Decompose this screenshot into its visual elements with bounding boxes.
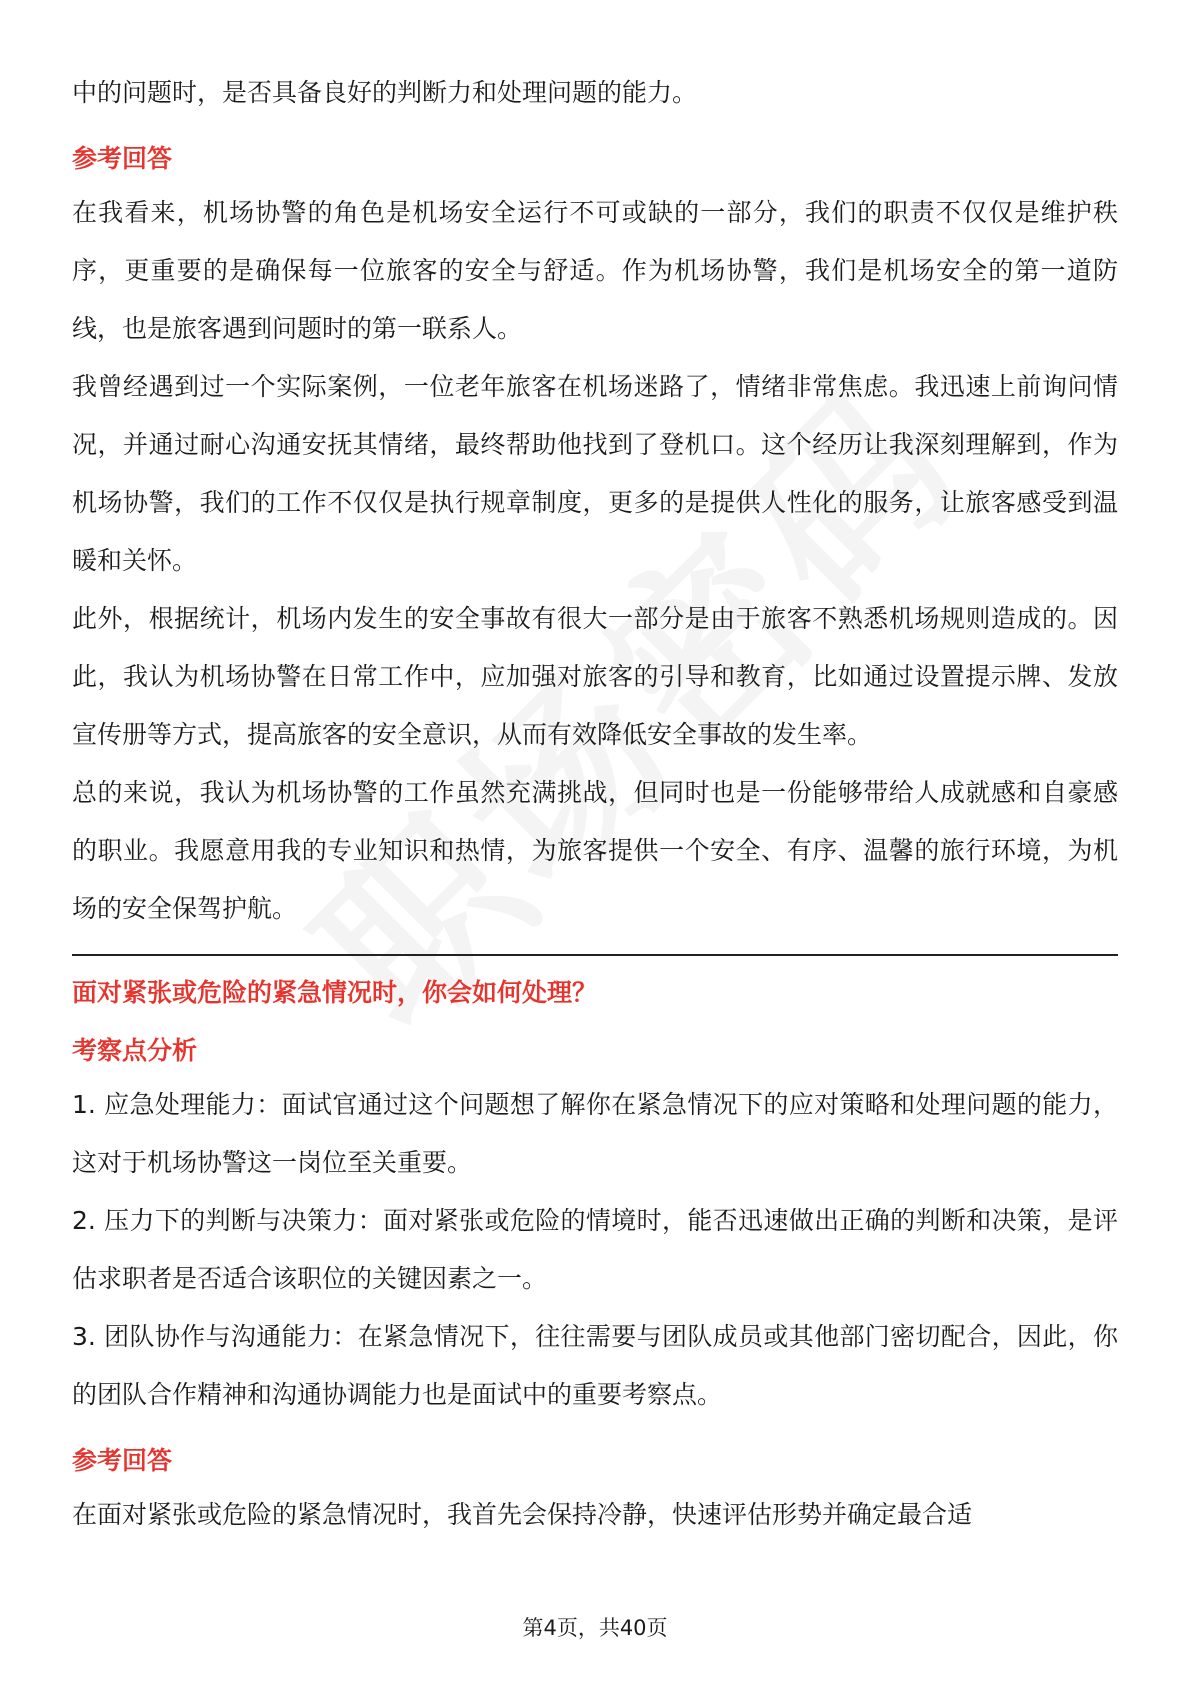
answer-paragraph-2: 我曾经遇到过一个实际案例，一位老年旅客在机场迷路了，情绪非常焦虑。我迅速上前询问情况，并通过耐心沟通安抚其情绪，最终帮助他找到了登机口。这个经历让我深刻理解到，作为机场协警，我们的工作不仅仅是执行规章制度，更多的是提供人性化的服务，让旅客感受到温暖和关怀。	[72, 372, 1118, 575]
answer-label: 参考回答	[72, 144, 173, 173]
page-content	[72, 64, 1118, 1544]
question-title: 面对紧张或危险的紧急情况时，你会如何处理？	[72, 978, 598, 1007]
answer-paragraph-4: 总的来说，我认为机场协警的工作虽然充满挑战，但同时也是一份能够带给人成就感和自豪感的职业。我愿意用我的专业知识和热情，为旅客提供一个安全、有序、温馨的旅行环境，为机场的安全保驾护航。	[72, 778, 1118, 923]
section-divider	[72, 954, 1118, 956]
analysis-label: 考察点分析	[72, 1036, 198, 1065]
page-number: 第4页，共40页	[522, 1616, 668, 1640]
analysis-point-2: 2. 压力下的判断与决策力：面对紧张或危险的情境时，能否迅速做出正确的判断和决策，是评估求职者是否适合该职位的关键因素之一。	[72, 1206, 1118, 1293]
analysis-point-1: 1. 应急处理能力：面试官通过这个问题想了解你在紧急情况下的应对策略和处理问题的能力，这对于机场协警这一岗位至关重要。	[72, 1090, 1118, 1177]
answer-paragraph-3: 此外，根据统计，机场内发生的安全事故有很大一部分是由于旅客不熟悉机场规则造成的。因此，我认为机场协警在日常工作中，应加强对旅客的引导和教育，比如通过设置提示牌、发放宣传册等方式，提高旅客的安全意识，从而有效降低安全事故的发生率。	[72, 604, 1118, 749]
answer-paragraph-1: 在我看来，机场协警的角色是机场安全运行不可或缺的一部分，我们的职责不仅仅是维护秩序，更重要的是确保每一位旅客的安全与舒适。作为机场协警，我们是机场安全的第一道防线，也是旅客遇到问题时的第一联系人。	[72, 198, 1118, 343]
answer-label-2: 参考回答	[72, 1446, 173, 1475]
intro-tail-text: 中的问题时，是否具备良好的判断力和处理问题的能力。	[72, 78, 698, 107]
answer-2-start: 在面对紧张或危险的紧急情况时，我首先会保持冷静，快速评估形势并确定最合适	[72, 1500, 973, 1529]
analysis-point-3: 3. 团队协作与沟通能力：在紧急情况下，往往需要与团队成员或其他部门密切配合，因此，你的团队合作精神和沟通协调能力也是面试中的重要考察点。	[72, 1322, 1118, 1409]
